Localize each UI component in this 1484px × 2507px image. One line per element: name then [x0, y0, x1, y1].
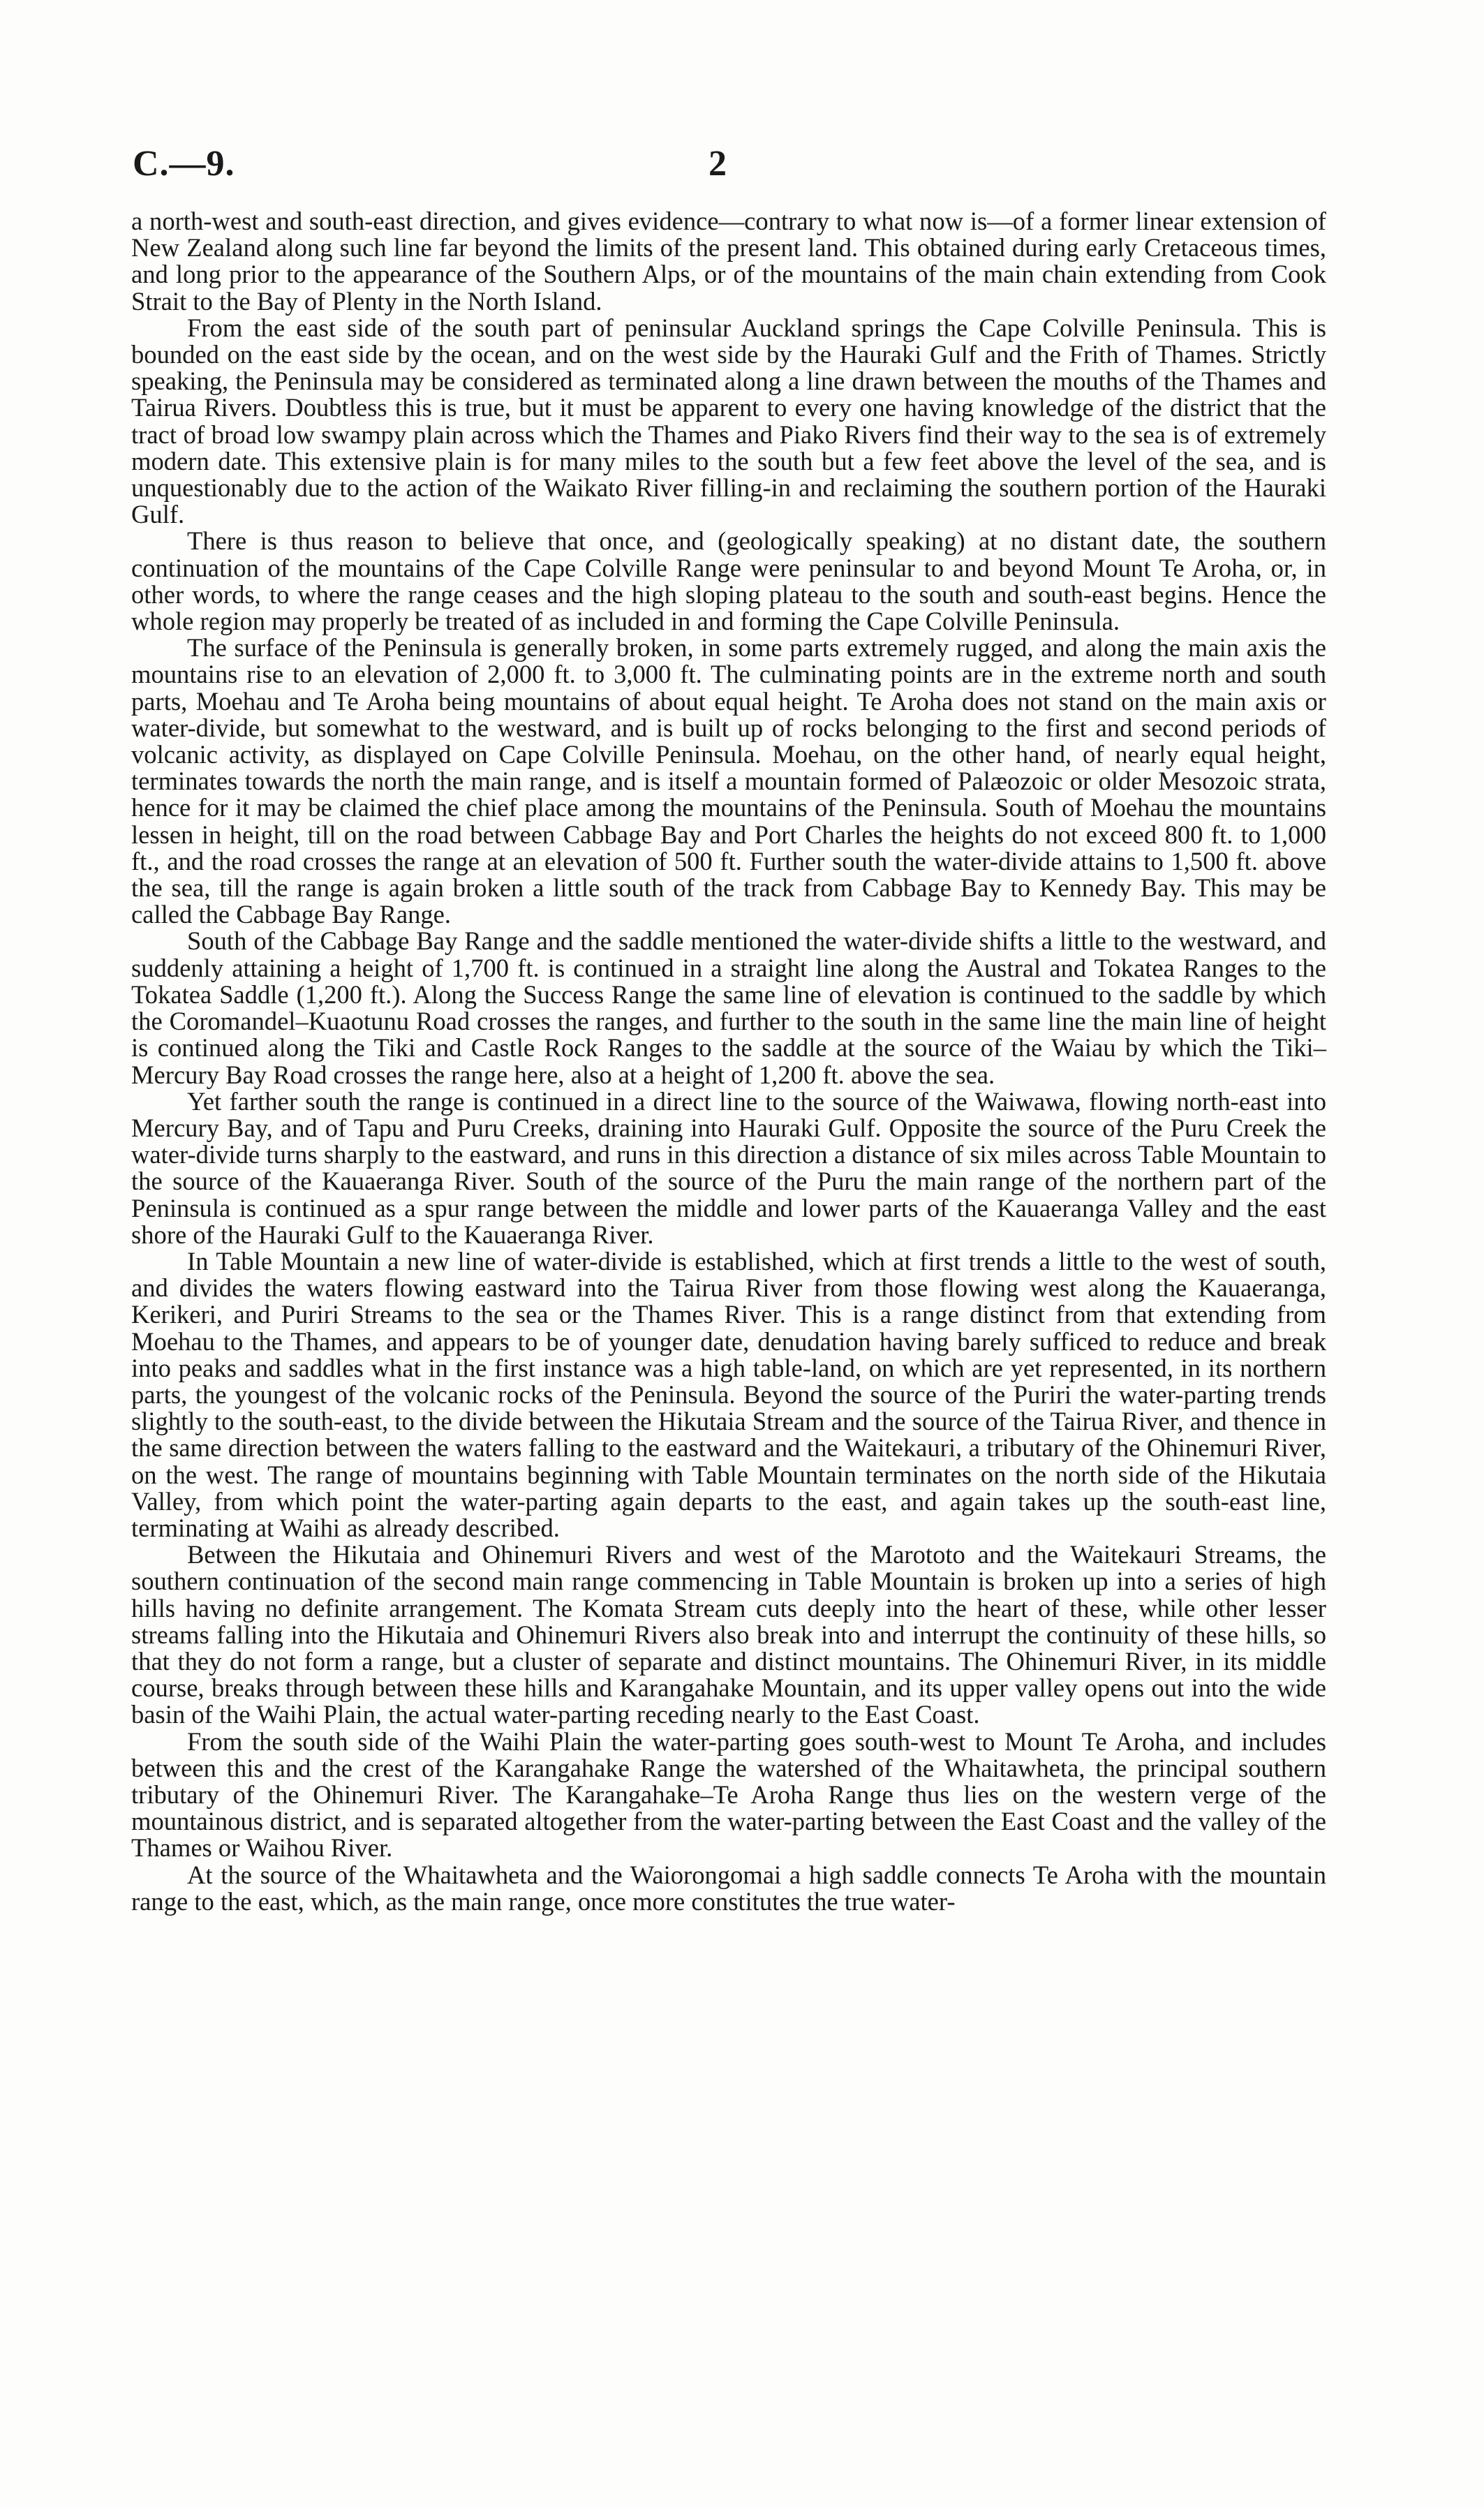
body-text	[131, 208, 1326, 1915]
paragraph: Between the Hikutaia and Ohinemuri Rivers and west of the Marototo and the Waitekauri Streams, the southern continuation of the second main range commencing in Table Mountain is broken up into a series of high hills having no definite arrangement. The Komata Stream cuts deeply into the heart of these, while other lesser streams falling into the Hikutaia and Ohinemuri Rivers also break into and interrupt the continuity of these hills, so that they do not form a range, but a cluster of separate and distinct mountains. The Ohinemuri River, in its middle course, breaks through between these hills and Karangahake Mountain, and its upper valley opens out into the wide basin of the Waihi Plain, the actual water-parting receding nearly to the East Coast.	[131, 1540, 1326, 1729]
document-reference: C.—9.	[133, 144, 235, 184]
paragraph: Yet farther south the range is continued in a direct line to the source of the Waiwawa, flowing north-east into Mercury Bay, and of Tapu and Puru Creeks, draining into Hauraki Gulf. Opposite the source of the Puru Creek the water-divide turns sharply to the eastward, and runs in this direction a distance of six miles across Table Mountain to the source of the Kauaeranga River. South of the source of the Puru the main range of the northern part of the Peninsula is continued as a spur range between the middle and lower parts of the Kauaeranga Valley and the east shore of the Hauraki Gulf to the Kauaeranga River.	[131, 1086, 1326, 1249]
page-number: 2	[708, 144, 727, 184]
paragraph: In Table Mountain a new line of water-divide is established, which at first trends a little to the west of south, and divides the waters flowing eastward into the Tairua River from those flowing west along the Kauaeranga, Kerikeri, and Puriri Streams to the sea or the Thames River. This is a range distinct from that extending from Moehau to the Thames, and appears to be of younger date, denudation having barely sufficed to reduce and break into peaks and saddles what in the first instance was a high table-land, on which are yet represented, in its northern parts, the youngest of the volcanic rocks of the Peninsula. Beyond the source of the Puriri the water-parting trends slightly to the south-east, to the divide between the Hikutaia Stream and the source of the Tairua River, and thence in the same direction between the waters falling to the eastward and the Waitekauri, a tributary of the Ohinemuri River, on the west. The range of mountains beginning with Table Mountain terminates on the north side of the Hikutaia Valley, from which point the water-parting again departs to the east, and again takes up the south-east line, terminating at Waihi as already described.	[131, 1246, 1326, 1542]
paragraph: South of the Cabbage Bay Range and the saddle mentioned the water-divide shifts a little to the westward, and suddenly attaining a height of 1,700 ft. is continued in a straight line along the Austral and Tokatea Ranges to the Tokatea Saddle (1,200 ft.). Along the Success Range the same line of elevation is continued to the saddle by which the Coromandel–Kuaotunu Road crosses the ranges, and further to the south in the same line the main line of height is continued along the Tiki and Castle Rock Ranges to the saddle at the source of the Waiau by which the Tiki–Mercury Bay Road crosses the range here, also at a height of 1,200 ft. above the sea.	[131, 926, 1326, 1089]
paragraph: At the source of the Whaitawheta and the Waiorongomai a high saddle connects Te Aroha with the mountain range to the east, which, as the main range, once more constitutes the true water-	[131, 1860, 1326, 1916]
paragraph: a north-west and south-east direction, and gives evidence—contrary to what now is—of a former linear extension of New Zealand along such line far beyond the limits of the present land. This obtained during early Cretaceous times, and long prior to the appearance of the Southern Alps, or of the mountains of the main chain extending from Cook Strait to the Bay of Plenty in the North Island.	[131, 207, 1326, 316]
paragraph: From the south side of the Waihi Plain the water-parting goes south-west to Mount Te Aroha, and includes between this and the crest of the Karangahake Range the watershed of the Whaitawheta, the principal southern tributary of the Ohinemuri River. The Karangahake–Te Aroha Range thus lies on the western verge of the mountainous district, and is separated altogether from the water-parting between the East Coast and the valley of the Thames or Waihou River.	[131, 1726, 1326, 1863]
paragraph: There is thus reason to believe that once, and (geologically speaking) at no distant date, the southern continuation of the mountains of the Cape Colville Range were peninsular to and beyond Mount Te Aroha, or, in other words, to where the range ceases and the high sloping plateau to the south and south-east begins. Hence the whole region may properly be treated of as included in and forming the Cape Colville Peninsula.	[131, 526, 1326, 636]
page-header	[133, 143, 1319, 192]
paragraph: From the east side of the south part of peninsular Auckland springs the Cape Colville Peninsula. This is bounded on the east side by the ocean, and on the west side by the Hauraki Gulf and the Frith of Thames. Strictly speaking, the Peninsula may be considered as terminated along a line drawn between the mouths of the Thames and Tairua Rivers. Doubtless this is true, but it must be apparent to every one having knowledge of the district that the tract of broad low swampy plain across which the Thames and Piako Rivers find their way to the sea is of extremely modern date. This extensive plain is for many miles to the south but a few feet above the level of the sea, and is unquestionably due to the action of the Waikato River filling-in and reclaiming the southern portion of the Hauraki Gulf.	[131, 313, 1326, 529]
paragraph: The surface of the Peninsula is generally broken, in some parts extremely rugged, and along the main axis the mountains rise to an elevation of 2,000 ft. to 3,000 ft. The culminating points are in the extreme north and south parts, Moehau and Te Aroha being mountains of about equal height. Te Aroha does not stand on the main axis or water-divide, but somewhat to the westward, and is built up of rocks belonging to the first and second periods of volcanic activity, as displayed on Cape Colville Peninsula. Moehau, on the other hand, of nearly equal height, terminates towards the north the main range, and is itself a mountain formed of Palæozoic or older Mesozoic strata, hence for it may be claimed the chief place among the mountains of the Peninsula. South of Moehau the mountains lessen in height, till on the road between Cabbage Bay and Port Charles the heights do not exceed 800 ft. to 1,000 ft., and the road crosses the range at an elevation of 500 ft. Further south the water-divide attains to 1,500 ft. above the sea, till the range is again broken a little south of the track from Cabbage Bay to Kennedy Bay. This may be called the Cabbage Bay Range.	[131, 633, 1326, 929]
